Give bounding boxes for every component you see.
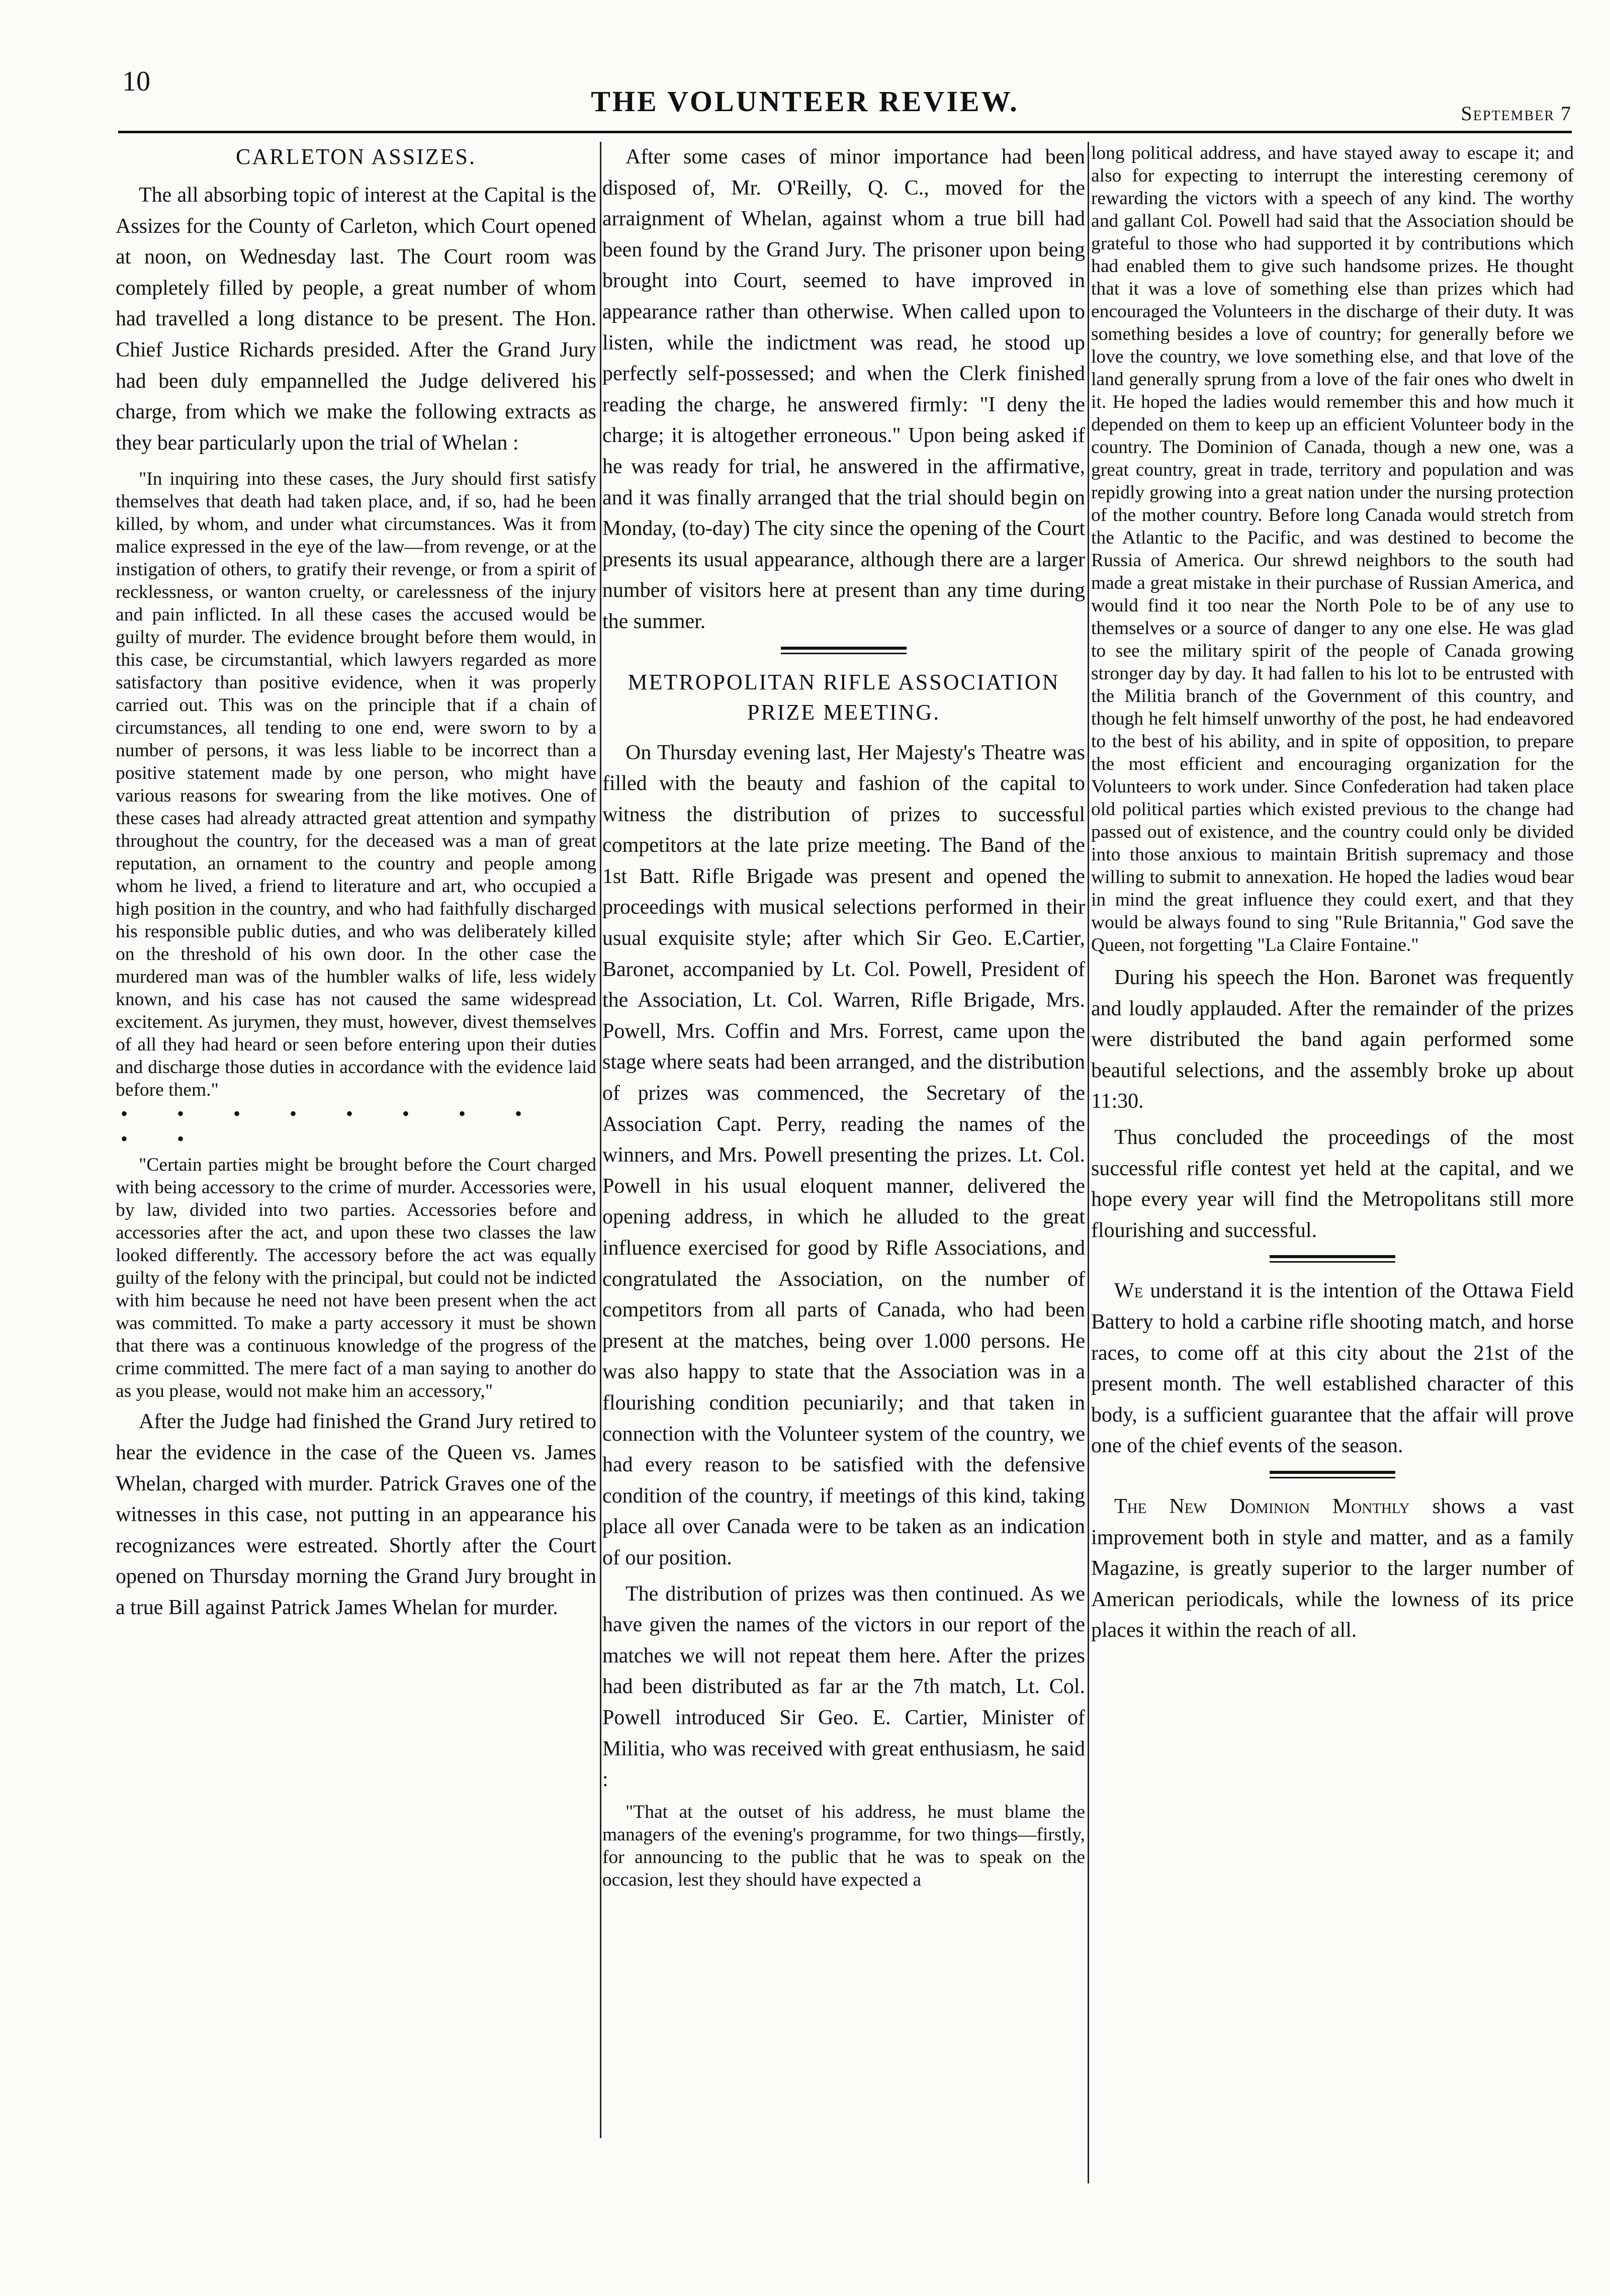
article-paragraph: After the Judge had finished the Grand Jury retired to hear the evidence in the case of the Queen vs. James Whelan, charged with murder. Patrick Graves one of the witnesses in this case, not putting in an appearance his recognizances were estreated. Shortly after the Court opened on Thursday morning the Grand Jury brought in a true Bill against Patrick James Whelan for murder.	[116, 1410, 596, 1619]
quoted-speech: "That at the outset of his address, he must blame the managers of the evening's programme, for two things—firstly, for announcing to the public that he was to speak on the occasion, lest they should have expected a	[602, 1801, 1085, 1890]
issue-date: September 7	[1461, 102, 1572, 125]
quoted-speech: long political address, and have stayed away to escape it; and also for expecting to interrupt the interesting ceremony of rewarding the victors with a speech of any kind. The worthy and gallant Col. Powell had said that the Association should be grateful to those who had supported it by contributions which had enabled them to give such handsome prizes. He thought that it was a love of something else than prizes which had encouraged the Volunteers in the discharge of their duty. It was something besides a love of country; for generally before we love the country, we love something else, and that love of the land generally sprung from a love of the fair ones who dwelt in it. He hoped the ladies would remember this and how much it depended on them to keep up an efficient Volunteer body in the country. The Dominion of Canada, though a new one, was a great country, great in trade, territory and population and was repidly growing into a great nation under the nursing protection of the mother country. Before long Canada would stretch from the Atlantic to the Pacific, and was destined to become the Russia of America. Our shrewd neighbors to the south had made a great mistake in their purchase of Russian America, and would find it too near the North Pole to be of any use to themselves or a source of danger to any one else. He was glad to see the military spirit of the people of Canada growing stronger day by day. It had fallen to his lot to be entrusted with the Militia branch of the Government of this country, and though he felt himself unworthy of the post, he had endeavored to the best of his ability, and in spite of opposition, to prepare the most efficient and encouraging organization for the Volunteers to work under. Since Confederation had taken place old political parties which existed previous to the change had passed out of existence, and the country could only be divided into those anxious to maintain British supremacy and those willing to submit to annexation. He hoped the ladies woud bear in mind the great influence they could exert, and that they would be always found to sing "Rule Britannia," God save the Queen, not forgetting "La Claire Fontaine."	[1091, 143, 1574, 955]
article-heading-rifle-association: METROPOLITAN RIFLE ASSOCIATION PRIZE MEETING.	[628, 669, 1060, 725]
article-paragraph: On Thursday evening last, Her Majesty's Theatre was filled with the beauty and fashion of the capital to witness the distribution of prizes to successful competitors at the late prize meeting. The Band of the 1st Batt. Rifle Brigade was present and opened the proceedings with musical selections performed in their usual exquisite style; after which Sir Geo. E.Cartier, Baronet, accompanied by Lt. Col. Powell, President of the Association, Lt. Col. Warren, Rifle Brigade, Mrs. Powell, Mrs. Coffin and Mrs. Forrest, came upon the stage where seats had been arranged, and the distribution of prizes was commenced, the Secretary of the Association Capt. Perry, reading the names of the winners, and Mrs. Powell presenting the prizes. Lt. Col. Powell in his usual eloquent manner, delivered the opening address, in which he alluded to the great influence exercised for good by Rifle Associations, and congratulated the Association, on the number of competitors from all parts of Canada, who had been present at the matches, being over 1.000 persons. He was also happy to state that the Association was in a flourishing condition pecuniarily; and that taken in connection with the Volunteer system of the country, we had every reason to be satisfied with the defensive condition of the country, if meetings of this kind, taking place all over Canada were to be taken as an indication of our position.	[602, 741, 1085, 1569]
article-paragraph: Thus concluded the proceedings of the most successful rifle contest yet held at the capital, and we hope every year will find the Metropolitans still more flourishing and successful.	[1091, 1125, 1574, 1242]
paragraph-text: understand it is the intention of the Ottawa Field Battery to hold a carbine rifle shooting match, and horse races, to come off at this city about the 21st of the present month. The well established character of this body, is a sufficient guarantee that the affair will prove one of the chief events of the season.	[1091, 1279, 1574, 1458]
column-2	[602, 142, 1085, 2209]
article-paragraph	[1091, 1491, 1574, 1646]
article-paragraph: During his speech the Hon. Baronet was frequently and loudly applauded. After the remainder of the prizes were distributed the band again performed some beautiful selections, and the assembly broke up about 11:30.	[1091, 966, 1574, 1113]
article-paragraph	[1091, 1276, 1574, 1462]
ellipsis-dots: • • • • • • • • • •	[121, 1102, 545, 1151]
newspaper-title: THE VOLUNTEER REVIEW.	[591, 85, 1019, 118]
column-1	[116, 142, 596, 2168]
header-rule	[118, 131, 1572, 133]
column-divider	[600, 142, 601, 2138]
article-paragraph: After some cases of minor importance had been disposed of, Mr. O'Reilly, Q. C., moved for the arraignment of Whelan, against whom a true bill had been found by the Grand Jury. The prisoner upon being brought into Court, seemed to have improved in appearance rather than otherwise. When called upon to listen, while the indictment was read, he stood up perfectly self-possessed; and when the Clerk finished reading the charge, he answered firmly: "I deny the charge; it is altogether erroneous." Upon being asked if he was ready for trial, he answered in the affirmative, and it was finally arranged that the trial should begin on Monday, (to-day) The city since the opening of the Court presents its usual appearance, although there are a larger number of visitors here at present than any time during the summer.	[602, 145, 1085, 633]
article-paragraph: The all absorbing topic of interest at the Capital is the Assizes for the County of Carleton, which Court opened at noon, on Wednesday last. The Court room was completely filled by people, a great number of whom had travelled a long distance to be present. The Hon. Chief Justice Richards presided. After the Grand Jury had been duly empannelled the Judge delivered his charge, from which we make the following extracts as they bear particularly upon the trial of Whelan :	[116, 184, 596, 455]
quoted-charge: "In inquiring into these cases, the Jury should first satisfy themselves that death had taken place, and, if so, had he been killed, by whom, and under what circumstances. Was it from malice expressed in the eye of the law—from revenge, or at the instigation of others, to gratify their revenge, or from a spirit of recklessness, or wanton cruelty, or carelessness of the injury and pain inflicted. In all these cases the accused would be guilty of murder. The evidence brought before them would, in this case, be circumstantial, which lawyers regarded as more satisfactory than positive evidence, when it was properly carried out. This was on the principle that if a chain of circumstances, all tending to one end, were sworn to by a number of persons, it was less liable to be incorrect than a positive statement made by one person, who might have various reasons for swearing from the like motives. One of these cases had already attracted great attention and sympathy throughout the country, for the deceased was a man of great reputation, an ornament to the country and people among whom he lived, a friend to literature and art, who occupied a high position in the country, and who had faithfully discharged his responsible public duties, and who was deliberately killed on the threshold of his own door. In the other case the murdered man was of the humbler walks of life, less widely known, and his case has not caused the same widespread excitement. As jurymen, they must, however, divest themselves of all they had heard or seen before entering upon their duties and discharge those duties in accordance with the evidence laid before them."	[116, 469, 596, 1101]
quoted-charge: "Certain parties might be brought before the Court charged with being accessory to the crime of murder. Accessories were, by law, divided into two parties. Accessories before and accessories after the act, and upon these two classes the law looked differently. The accessory before the act was equally guilty of the felony with the principal, but could not be indicted with him because he need not have been present when the act was committed. To make a party accessory it must be shown that there was a continuous knowledge of the progress of the crime committed. The mere fact of a man saying to another do as you please, would not make him an accessory,"	[116, 1155, 596, 1402]
magazine-name: The New Dominion Monthly	[1114, 1494, 1410, 1518]
column-3	[1091, 142, 1574, 2209]
article-heading-carleton-assizes: CARLETON ASSIZES.	[235, 144, 477, 169]
section-separator	[1270, 1471, 1395, 1478]
section-separator	[1270, 1255, 1395, 1263]
paragraph-text: shows a vast improvement both in style and matter, and as a family Magazine, is greatly superior to the larger number of American periodicals, while the lowness of its price places it within the reach of all.	[1091, 1494, 1574, 1642]
section-separator	[781, 647, 907, 654]
column-divider	[1088, 142, 1089, 2183]
article-paragraph: The distribution of prizes was then continued. As we have given the names of the victors in our report of the matches we will not repeat them here. After the prizes had been distributed as far ar the 7th match, Lt. Col. Powell introduced Sir Geo. E. Cartier, Minister of Militia, who was received with great enthusiasm, he said :	[602, 1582, 1085, 1792]
page-number: 10	[122, 66, 150, 97]
lead-word: We	[1114, 1279, 1143, 1303]
